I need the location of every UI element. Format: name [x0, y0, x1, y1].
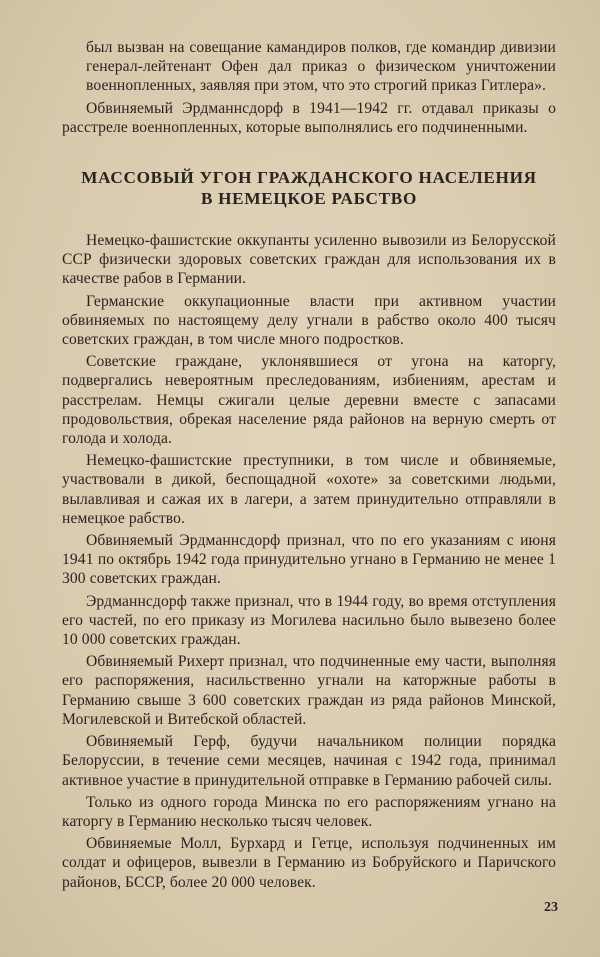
paragraph: Обвиняемый Рихерт признал, что подчиненные ему части, выполняя его распоряжения, насильственно угнали на каторжные работы в Германию свыше 3 600 советских граждан из ряда районов Минской, Могилевской и Витебской областей.: [62, 653, 556, 728]
paragraph-continued: был вызван на совещание камандиров полков, где командир дивизии генерал-лейтенант Офен дал приказ о физическом уничтожении военнопленных, заявляя при этом, что это строгий приказ Гитлера».: [86, 39, 556, 95]
paragraph: Германские оккупационные власти при активном участии обвиняемых по настоящему делу угнали в рабство около 400 тысяч советских граждан, в том числе много подростков.: [62, 292, 556, 349]
paragraph: Немецко-фашистские оккупанты усиленно вывозили из Белорусской ССР физически здоровых советских граждан для использования их в качестве рабов в Германии.: [62, 232, 556, 288]
section-heading: [62, 167, 556, 209]
paragraph: Только из одного города Минска по его распоряжениям угнано на каторгу в Германию несколько тысяч человек.: [62, 793, 556, 830]
section-heading-line: МАССОВЫЙ УГОН ГРАЖДАНСКОГО НАСЕЛЕНИЯ: [81, 168, 537, 188]
paragraph: Обвиняемый Эрдманнсдорф в 1941—1942 гг. отдавал приказы о расстреле военнопленных, которые выполнялись его подчиненными.: [62, 99, 556, 136]
paragraph: Немецко-фашистские преступники, в том числе и обвиняемые, участвовали в дикой, беспощадной «охоте» за советскими людьми, вылавливая и сажая их в лагери, а затем принудительно отправляли в немецкое рабство.: [62, 452, 556, 527]
paragraph: Советские граждане, уклонявшиеся от угона на каторгу, подвергались невероятным преследованиям, избиениям, арестам и расстрелам. Немцы сжигали целые деревни вместе с запасами продовольствия, обрекая население ряда районов на верную смерть от голода и холода.: [62, 353, 556, 448]
page-number: 23: [544, 900, 558, 915]
paragraph: Обвиняемые Молл, Бурхард и Гетце, используя подчиненных им солдат и офицеров, вывезли в Германию из Бобруйского и Паричского районов, БССР, более 20 000 человек.: [62, 835, 556, 891]
paragraph: Обвиняемый Эрдманнсдорф признал, что по его указаниям с июня 1941 по октябрь 1942 года принудительно угнано в Германию не менее 1 300 советских граждан.: [62, 532, 556, 588]
section-heading-line: В НЕМЕЦКОЕ РАБСТВО: [200, 189, 418, 209]
paragraph: Обвиняемый Герф, будучи начальником полиции порядка Белоруссии, в течение семи месяцев, начиная с 1942 года, принимал активное участие в принудительной отправке в Германию рабочей силы.: [62, 733, 556, 789]
paragraph: Эрдманнсдорф также признал, что в 1944 году, во время отступления его частей, по его приказу из Могилева насильно было вывезено более 10 000 советских граждан.: [62, 592, 556, 649]
